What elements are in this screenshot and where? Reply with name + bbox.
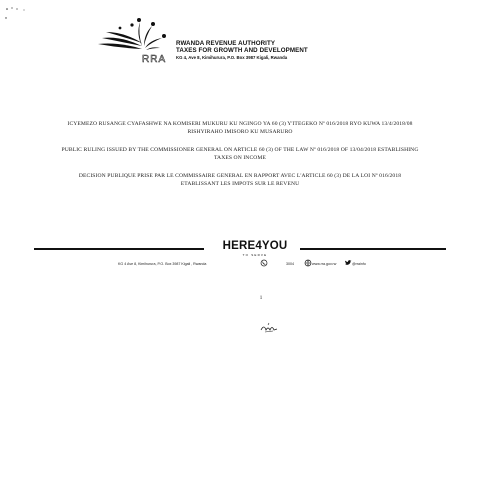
ruling-titles bbox=[60, 120, 420, 197]
globe-icon bbox=[304, 259, 312, 267]
footer-phone: 3004 bbox=[286, 262, 294, 266]
phone-icon bbox=[260, 259, 268, 267]
scan-marks bbox=[4, 6, 34, 26]
page-number: 1 bbox=[259, 296, 263, 301]
rra-logo-icon bbox=[92, 16, 170, 66]
org-tagline: TAXES FOR GROWTH AND DEVELOPMENT bbox=[176, 47, 308, 55]
logo-text: RRA bbox=[142, 54, 167, 65]
title-english: PUBLIC RULING ISSUED BY THE COMMISSIONER GENERAL ON ARTICLE 60 (3) OF THE LAW Nº 016/2018 OF 13/04/2018 ESTABLISHING TAXES ON INCOME bbox=[61, 146, 419, 162]
org-address: KG 4, Ave 8, Kimihurura, P.O. Box 3987 Kigali, Rwanda bbox=[176, 55, 288, 61]
title-french: DECISION PUBLIQUE PRISE PAR LE COMMISSAIRE GENERAL EN RAPPORT AVEC L'ARTICLE 60 (3) DE LA LOI Nº 016/2018 ETABLISSANT LES IMPOTS SUR LE REVENU bbox=[78, 172, 402, 188]
footer-rule-right bbox=[300, 248, 446, 250]
slogan-subtext: TO SERVE bbox=[242, 253, 268, 257]
footer-website[interactable]: www.rra.gov.rw bbox=[312, 262, 337, 266]
footer-rule-left bbox=[34, 248, 204, 250]
title-kinyarwanda: ICYEMEZO RUSANGE CYAFASHWE NA KOMISERI MUKURU KU NGINGO YA 60 (3) Y'ITEGEKO Nº 016/2018 RYO KUWA 13/4/2018/08 RISHYIRAHO IMISORO KU MUSARURO bbox=[67, 121, 413, 136]
slogan-text: HERE4YOU bbox=[222, 240, 288, 252]
twitter-icon bbox=[344, 259, 352, 267]
footer-slogan bbox=[214, 240, 296, 257]
signature-mark bbox=[259, 322, 279, 334]
org-header bbox=[176, 40, 376, 61]
footer-twitter[interactable]: @rrainfo bbox=[352, 262, 366, 266]
footer-address: KG 4 Ave 8, Kimihurura, P.O. Box 3987 Kigali , Rwanda bbox=[118, 262, 207, 266]
org-name: RWANDA REVENUE AUTHORITY bbox=[176, 40, 276, 47]
